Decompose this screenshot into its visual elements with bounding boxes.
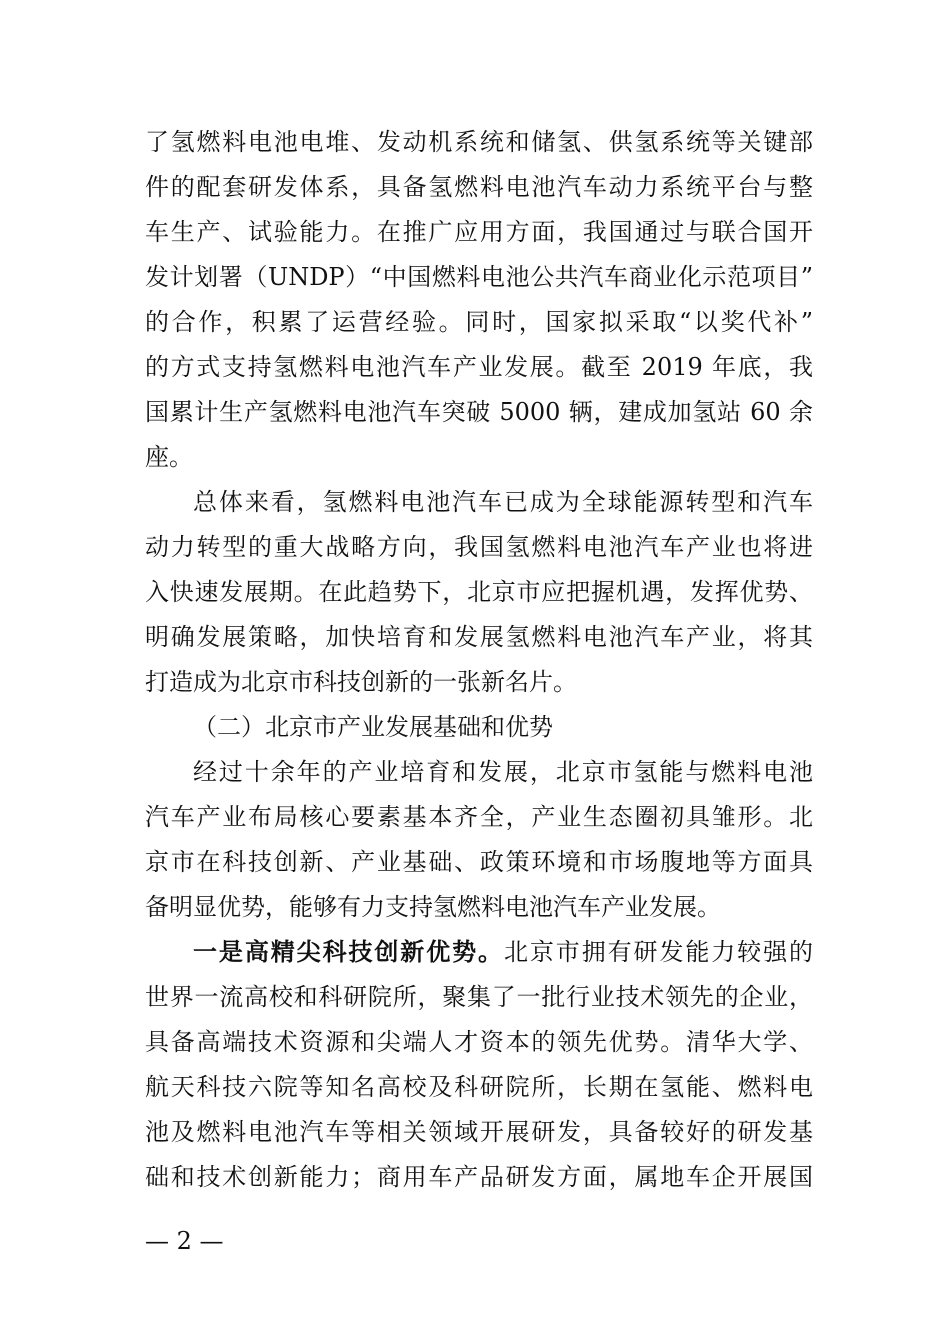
- text-line: 发计划署（UNDP）“中国燃料电池公共汽车商业化示范项目”: [145, 263, 813, 291]
- paragraph-innovation-advantage: [145, 930, 813, 1200]
- text-line: 的方式支持氢燃料电池汽车产业发展。截至 2019 年底，我: [145, 353, 813, 381]
- text-line: 京市在科技创新、产业基础、政策环境和市场腹地等方面具: [145, 848, 813, 876]
- text-line: 具备高端技术资源和尖端人才资本的领先优势。清华大学、: [145, 1028, 813, 1056]
- text-line: 池及燃料电池汽车等相关领域开展研发，具备较好的研发基: [145, 1118, 813, 1146]
- text-line: 明确发展策略，加快培育和发展氢燃料电池汽车产业，将其: [145, 623, 813, 651]
- text-line: 备明显优势，能够有力支持氢燃料电池汽车产业发展。: [145, 893, 721, 921]
- paragraph-hydrogen-system-development: [145, 120, 813, 480]
- text-line: 础和技术创新能力；商用车产品研发方面，属地车企开展国: [145, 1163, 813, 1191]
- text-line: 入快速发展期。在此趋势下，北京市应把握机遇，发挥优势、: [145, 578, 813, 606]
- text-line: 打造成为北京市科技创新的一张新名片。: [145, 668, 577, 696]
- text-line-rest: 北京市拥有研发能力较强的: [503, 938, 813, 966]
- text-line: 车生产、试验能力。在推广应用方面，我国通过与联合国开: [145, 218, 813, 246]
- section-heading: [145, 705, 813, 750]
- document-body: [145, 120, 813, 1200]
- bold-lead-text: 一是高精尖科技创新优势。: [193, 938, 504, 966]
- text-line: [145, 930, 813, 975]
- text-line: 的合作，积累了运营经验。同时，国家拟采取“以奖代补”: [145, 308, 813, 336]
- text-line: 动力转型的重大战略方向，我国氢燃料电池汽车产业也将进: [145, 533, 813, 561]
- section-heading-text: （二）北京市产业发展基础和优势: [193, 713, 553, 741]
- text-line: 航天科技六院等知名高校及科研院所，长期在氢能、燃料电: [145, 1073, 813, 1101]
- text-line: 了氢燃料电池电堆、发动机系统和储氢、供氢系统等关键部: [145, 128, 813, 156]
- text-line: 国累计生产氢燃料电池汽车突破 5000 辆，建成加氢站 60 余: [145, 398, 813, 426]
- paragraph-overall-outlook: [145, 480, 813, 705]
- text-line: 座。: [145, 443, 193, 471]
- text-line: 汽车产业布局核心要素基本齐全，产业生态圈初具雏形。北: [145, 803, 813, 831]
- page-number: — 2 —: [145, 1227, 224, 1255]
- text-line: 经过十余年的产业培育和发展，北京市氢能与燃料电池: [193, 758, 813, 786]
- text-line: 总体来看，氢燃料电池汽车已成为全球能源转型和汽车: [193, 488, 813, 516]
- text-line: 件的配套研发体系，具备氢燃料电池汽车动力系统平台与整: [145, 173, 813, 201]
- text-line: 世界一流高校和科研院所，聚集了一批行业技术领先的企业，: [145, 983, 813, 1011]
- paragraph-beijing-foundation: [145, 750, 813, 930]
